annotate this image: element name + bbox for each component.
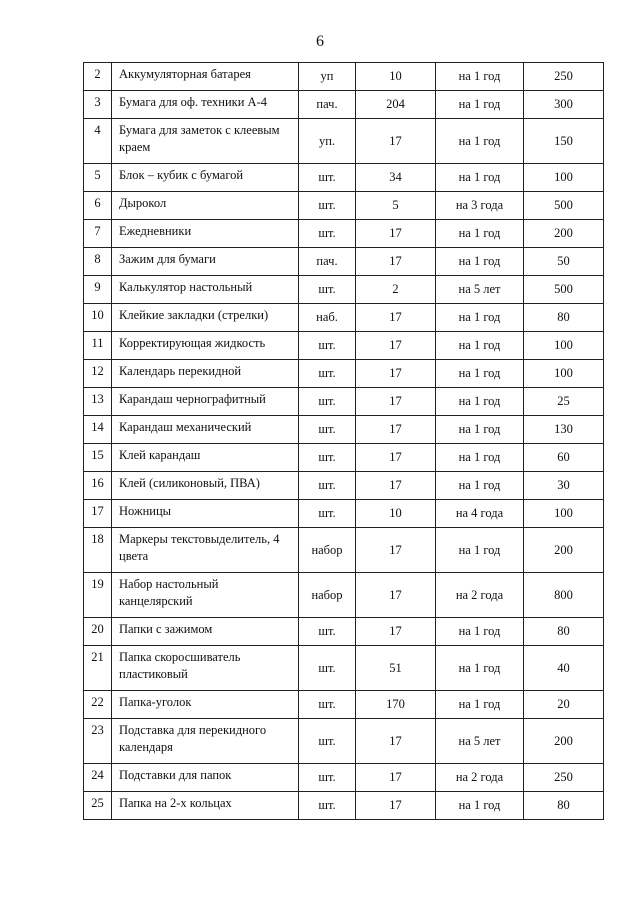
- item-quantity: 17: [356, 528, 436, 573]
- item-term: на 1 год: [436, 164, 524, 192]
- item-quantity: 170: [356, 691, 436, 719]
- table-row: [84, 573, 604, 618]
- item-name: Папка на 2-х кольцах: [112, 792, 299, 820]
- item-unit: шт.: [299, 360, 356, 388]
- item-name: Дырокол: [112, 192, 299, 220]
- item-quantity: 34: [356, 164, 436, 192]
- item-term: на 2 года: [436, 573, 524, 618]
- item-unit: шт.: [299, 719, 356, 764]
- item-unit: шт.: [299, 388, 356, 416]
- row-number: 18: [84, 528, 112, 573]
- row-number: 17: [84, 500, 112, 528]
- item-unit: пач.: [299, 248, 356, 276]
- item-quantity: 17: [356, 573, 436, 618]
- row-number: 7: [84, 220, 112, 248]
- table-row: [84, 248, 604, 276]
- item-term: на 1 год: [436, 119, 524, 164]
- table-row: [84, 691, 604, 719]
- item-price: 130: [524, 416, 604, 444]
- item-price: 800: [524, 573, 604, 618]
- item-price: 80: [524, 792, 604, 820]
- row-number: 24: [84, 764, 112, 792]
- item-name: Корректирующая жидкость: [112, 332, 299, 360]
- row-number: 19: [84, 573, 112, 618]
- item-term: на 1 год: [436, 63, 524, 91]
- table-row: [84, 360, 604, 388]
- item-unit: набор: [299, 528, 356, 573]
- row-number: 10: [84, 304, 112, 332]
- row-number: 14: [84, 416, 112, 444]
- item-term: на 1 год: [436, 472, 524, 500]
- item-quantity: 17: [356, 388, 436, 416]
- table-row: [84, 276, 604, 304]
- item-term: на 1 год: [436, 220, 524, 248]
- item-quantity: 17: [356, 764, 436, 792]
- item-quantity: 51: [356, 646, 436, 691]
- item-term: на 1 год: [436, 91, 524, 119]
- row-number: 4: [84, 119, 112, 164]
- item-quantity: 17: [356, 119, 436, 164]
- item-quantity: 17: [356, 416, 436, 444]
- item-name: Папки с зажимом: [112, 618, 299, 646]
- table-row: [84, 472, 604, 500]
- item-unit: набор: [299, 573, 356, 618]
- item-unit: шт.: [299, 618, 356, 646]
- table-row: [84, 444, 604, 472]
- item-unit: шт.: [299, 500, 356, 528]
- item-unit: шт.: [299, 764, 356, 792]
- item-name: Клей карандаш: [112, 444, 299, 472]
- item-unit: уп.: [299, 119, 356, 164]
- item-unit: шт.: [299, 276, 356, 304]
- item-name: Аккумуляторная батарея: [112, 63, 299, 91]
- row-number: 15: [84, 444, 112, 472]
- table-row: [84, 119, 604, 164]
- item-unit: шт.: [299, 416, 356, 444]
- item-unit: шт.: [299, 472, 356, 500]
- item-name: Папка-уголок: [112, 691, 299, 719]
- item-term: на 1 год: [436, 618, 524, 646]
- item-term: на 1 год: [436, 332, 524, 360]
- item-unit: шт.: [299, 792, 356, 820]
- table-row: [84, 192, 604, 220]
- item-price: 100: [524, 332, 604, 360]
- table-row: [84, 500, 604, 528]
- item-term: на 1 год: [436, 646, 524, 691]
- item-price: 500: [524, 192, 604, 220]
- table-row: [84, 764, 604, 792]
- item-name: Зажим для бумаги: [112, 248, 299, 276]
- item-price: 100: [524, 164, 604, 192]
- item-price: 250: [524, 63, 604, 91]
- item-name: Клей (силиконовый, ПВА): [112, 472, 299, 500]
- item-unit: шт.: [299, 444, 356, 472]
- row-number: 8: [84, 248, 112, 276]
- item-unit: шт.: [299, 691, 356, 719]
- table-row: [84, 792, 604, 820]
- item-name: Карандаш механический: [112, 416, 299, 444]
- item-name: Папка скоросшиватель пластиковый: [112, 646, 299, 691]
- item-term: на 2 года: [436, 764, 524, 792]
- item-name: Бумага для заметок с клеевым краем: [112, 119, 299, 164]
- item-term: на 1 год: [436, 360, 524, 388]
- item-term: на 1 год: [436, 416, 524, 444]
- item-price: 40: [524, 646, 604, 691]
- item-term: на 1 год: [436, 792, 524, 820]
- page-number: 6: [316, 33, 324, 50]
- item-quantity: 17: [356, 618, 436, 646]
- table-row: [84, 91, 604, 119]
- table-row: [84, 332, 604, 360]
- item-term: на 4 года: [436, 500, 524, 528]
- item-term: на 1 год: [436, 388, 524, 416]
- item-quantity: 204: [356, 91, 436, 119]
- item-price: 200: [524, 220, 604, 248]
- item-name: Блок – кубик с бумагой: [112, 164, 299, 192]
- item-quantity: 10: [356, 500, 436, 528]
- row-number: 25: [84, 792, 112, 820]
- table-row: [84, 164, 604, 192]
- item-quantity: 17: [356, 792, 436, 820]
- item-name: Ежедневники: [112, 220, 299, 248]
- row-number: 3: [84, 91, 112, 119]
- item-unit: шт.: [299, 192, 356, 220]
- item-term: на 1 год: [436, 528, 524, 573]
- item-term: на 1 год: [436, 444, 524, 472]
- item-price: 30: [524, 472, 604, 500]
- table-row: [84, 646, 604, 691]
- item-quantity: 17: [356, 332, 436, 360]
- item-name: Клейкие закладки (стрелки): [112, 304, 299, 332]
- table-row: [84, 63, 604, 91]
- item-name: Калькулятор настольный: [112, 276, 299, 304]
- item-name: Маркеры текстовыделитель, 4 цвета: [112, 528, 299, 573]
- item-price: 25: [524, 388, 604, 416]
- item-price: 200: [524, 528, 604, 573]
- item-price: 200: [524, 719, 604, 764]
- item-quantity: 17: [356, 360, 436, 388]
- item-name: Подставки для папок: [112, 764, 299, 792]
- item-price: 100: [524, 360, 604, 388]
- item-unit: наб.: [299, 304, 356, 332]
- item-unit: шт.: [299, 332, 356, 360]
- row-number: 12: [84, 360, 112, 388]
- item-unit: шт.: [299, 646, 356, 691]
- item-unit: уп: [299, 63, 356, 91]
- item-term: на 5 лет: [436, 276, 524, 304]
- item-quantity: 17: [356, 248, 436, 276]
- item-name: Календарь перекидной: [112, 360, 299, 388]
- table-row: [84, 416, 604, 444]
- supplies-table: [83, 62, 604, 820]
- item-price: 60: [524, 444, 604, 472]
- row-number: 9: [84, 276, 112, 304]
- item-price: 100: [524, 500, 604, 528]
- table-row: [84, 220, 604, 248]
- item-unit: шт.: [299, 220, 356, 248]
- item-term: на 1 год: [436, 248, 524, 276]
- item-name: Набор настольный канцелярский: [112, 573, 299, 618]
- item-name: Ножницы: [112, 500, 299, 528]
- item-quantity: 10: [356, 63, 436, 91]
- item-term: на 1 год: [436, 304, 524, 332]
- table-row: [84, 719, 604, 764]
- item-price: 50: [524, 248, 604, 276]
- row-number: 20: [84, 618, 112, 646]
- item-quantity: 17: [356, 304, 436, 332]
- row-number: 5: [84, 164, 112, 192]
- item-name: Бумага для оф. техники А-4: [112, 91, 299, 119]
- row-number: 13: [84, 388, 112, 416]
- item-unit: пач.: [299, 91, 356, 119]
- row-number: 2: [84, 63, 112, 91]
- item-quantity: 17: [356, 472, 436, 500]
- item-price: 250: [524, 764, 604, 792]
- table-row: [84, 618, 604, 646]
- item-quantity: 17: [356, 444, 436, 472]
- item-price: 500: [524, 276, 604, 304]
- row-number: 16: [84, 472, 112, 500]
- item-quantity: 2: [356, 276, 436, 304]
- table-row: [84, 388, 604, 416]
- item-quantity: 17: [356, 719, 436, 764]
- row-number: 22: [84, 691, 112, 719]
- item-price: 150: [524, 119, 604, 164]
- item-quantity: 17: [356, 220, 436, 248]
- item-price: 20: [524, 691, 604, 719]
- item-name: Подставка для перекидного календаря: [112, 719, 299, 764]
- item-price: 300: [524, 91, 604, 119]
- table-row: [84, 304, 604, 332]
- item-price: 80: [524, 304, 604, 332]
- item-term: на 3 года: [436, 192, 524, 220]
- item-price: 80: [524, 618, 604, 646]
- row-number: 11: [84, 332, 112, 360]
- row-number: 21: [84, 646, 112, 691]
- row-number: 6: [84, 192, 112, 220]
- table-row: [84, 528, 604, 573]
- row-number: 23: [84, 719, 112, 764]
- item-term: на 5 лет: [436, 719, 524, 764]
- item-quantity: 5: [356, 192, 436, 220]
- item-term: на 1 год: [436, 691, 524, 719]
- item-name: Карандаш чернографитный: [112, 388, 299, 416]
- item-unit: шт.: [299, 164, 356, 192]
